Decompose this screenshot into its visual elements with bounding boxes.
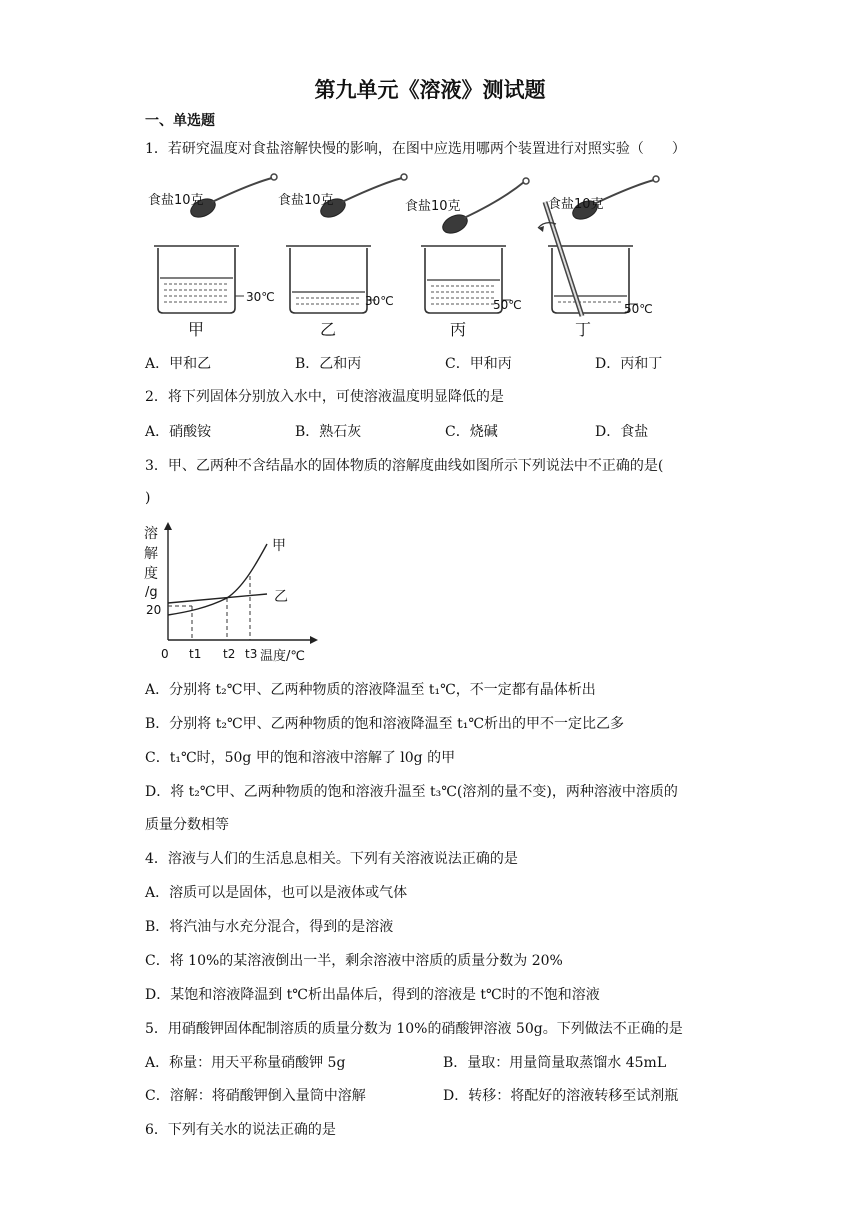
q3-option-b: B．分别将 t₂℃甲、乙两种物质的饱和溶液降温至 t₁℃析出的甲不一定比乙多 bbox=[145, 716, 624, 732]
q5-option-c: C．溶解：将硝酸钾倒入量筒中溶解 bbox=[145, 1088, 366, 1104]
q4-option-d: D．某饱和溶液降温到 t℃析出晶体后，得到的溶液是 t℃时的不饱和溶液 bbox=[145, 987, 600, 1003]
solubility-graph bbox=[142, 520, 322, 665]
graph-y-tick-20: 20 bbox=[146, 603, 162, 617]
q3-option-d-continued: 质量分数相等 bbox=[145, 817, 229, 833]
beaker-ding-temp-label: 50℃ bbox=[624, 302, 653, 316]
beaker-ding-name: 丁 bbox=[575, 320, 592, 339]
q4-option-c: C．将 10%的某溶液倒出一半，剩余溶液中溶质的质量分数为 20% bbox=[145, 953, 563, 969]
graph-origin: 0 bbox=[161, 647, 169, 661]
graph-x-label: 温度/℃ bbox=[260, 649, 305, 664]
beaker-jia-temp-label: 30℃ bbox=[246, 290, 275, 304]
q3-option-d: D．将 t₂℃甲、乙两种物质的饱和溶液升温至 t₃℃(溶剂的量不变)，两种溶液中溶质的 bbox=[145, 784, 678, 800]
graph-y-label-4: /g bbox=[145, 585, 158, 600]
q5-option-b: B．量取：用量筒量取蒸馏水 45mL bbox=[443, 1055, 667, 1071]
beaker-jia-name: 甲 bbox=[188, 320, 205, 339]
question-5-stem: 5．用硝酸钾固体配制溶质的质量分数为 10%的硝酸钾溶液 50g。下列做法不正确的是 bbox=[145, 1021, 683, 1037]
question-2-stem: 2．将下列固体分别放入水中，可使溶液温度明显降低的是 bbox=[145, 389, 504, 405]
beaker-jia-salt-label: 食盐10克 bbox=[148, 193, 204, 208]
graph-y-label-1: 溶 bbox=[144, 526, 158, 542]
graph-y-label-2: 解 bbox=[144, 546, 158, 562]
question-1-figure bbox=[140, 170, 700, 345]
q1-option-a: A．甲和乙 bbox=[145, 356, 212, 372]
graph-x-tick-t3: t3 bbox=[245, 647, 258, 661]
page-title: 第九单元《溶液》测试题 bbox=[314, 78, 546, 102]
q1-option-c: C．甲和丙 bbox=[445, 356, 512, 372]
beaker-yi-temp-label: 30℃ bbox=[365, 294, 394, 308]
graph-x-tick-t1: t1 bbox=[189, 647, 202, 661]
beaker-bing-name: 丙 bbox=[450, 320, 467, 339]
question-6-stem: 6．下列有关水的说法正确的是 bbox=[145, 1122, 336, 1138]
beaker-yi-salt-label: 食盐10克 bbox=[278, 193, 334, 208]
graph-x-tick-t2: t2 bbox=[223, 647, 236, 661]
beaker-yi-name: 乙 bbox=[320, 320, 337, 339]
q3-option-c: C．t₁℃时，50g 甲的饱和溶液中溶解了 l0g 的甲 bbox=[145, 750, 456, 766]
beaker-bing-temp-label: 50℃ bbox=[493, 298, 522, 312]
q2-option-c: C．烧碱 bbox=[445, 424, 498, 440]
curve-yi-label: 乙 bbox=[274, 589, 288, 605]
q1-option-d: D．丙和丁 bbox=[595, 356, 663, 372]
q2-option-b: B．熟石灰 bbox=[295, 424, 362, 440]
q5-option-a: A．称量：用天平称量硝酸钾 5g bbox=[145, 1055, 346, 1071]
q3-option-a: A．分别将 t₂℃甲、乙两种物质的溶液降温至 t₁℃，不一定都有晶体析出 bbox=[145, 682, 596, 698]
graph-y-label-3: 度 bbox=[144, 566, 158, 582]
question-1-stem: 1．若研究温度对食盐溶解快慢的影响，在图中应选用哪两个装置进行对照实验（ ） bbox=[145, 141, 686, 157]
q2-option-a: A．硝酸铵 bbox=[145, 424, 212, 440]
graph-x-arrow bbox=[310, 636, 318, 644]
q1-option-b: B．乙和丙 bbox=[295, 356, 362, 372]
graph-y-arrow bbox=[164, 522, 172, 530]
beaker-bing-salt-label: 食盐10克 bbox=[405, 199, 461, 214]
q5-option-d: D．转移：将配好的溶液转移至试剂瓶 bbox=[443, 1088, 679, 1104]
q2-option-d: D．食盐 bbox=[595, 424, 649, 440]
question-3-stem-line2: ) bbox=[145, 490, 151, 506]
q4-option-b: B．将汽油与水充分混合，得到的是溶液 bbox=[145, 919, 394, 935]
beaker-ding-salt-label: 食盐10克 bbox=[548, 197, 604, 212]
q4-option-a: A．溶质可以是固体，也可以是液体或气体 bbox=[145, 885, 408, 901]
curve-jia-label: 甲 bbox=[272, 538, 286, 554]
question-3-stem-line1: 3．甲、乙两种不含结晶水的固体物质的溶解度曲线如图所示下列说法中不正确的是( bbox=[145, 458, 664, 474]
question-4-stem: 4．溶液与人们的生活息息相关。下列有关溶液说法正确的是 bbox=[145, 851, 518, 867]
curve-jia bbox=[168, 544, 267, 615]
section-heading: 一、单选题 bbox=[145, 113, 215, 129]
